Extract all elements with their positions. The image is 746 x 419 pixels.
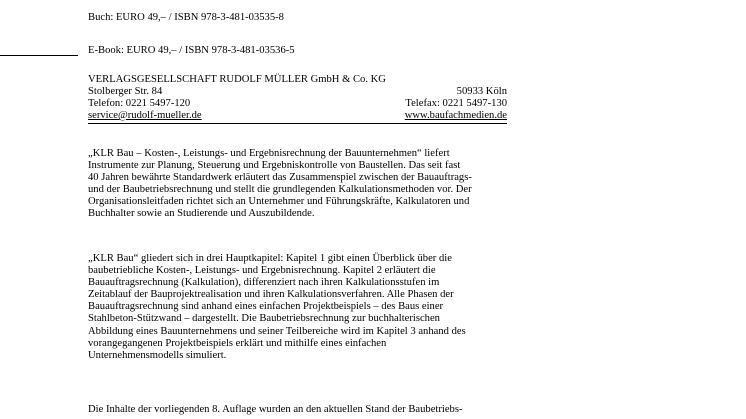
paragraph-line: 40 Jahren bewährte Standardwerk erläutert das Zusammenspiel zwischen der Bauauftrags- (88, 172, 472, 184)
paragraph-line: „KLR Bau“ gliedert sich in drei Hauptkapitel: Kapitel 1 gibt einen Überblick über die (88, 253, 452, 264)
publisher-email-link[interactable]: service@rudolf-mueller.de (88, 110, 202, 121)
description-paragraph-3 (88, 404, 558, 416)
paragraph-line: Unternehmensmodells simuliert. (88, 349, 227, 361)
paragraph-line: Buchhalter sowie an Studierende und Auszubildende. (88, 208, 315, 220)
paragraph-line: baubetriebliche Kosten-, Leistungs- und Ergebnisrechnung. Kapitel 2 erläutert die (88, 265, 436, 277)
margin-rule (0, 55, 78, 56)
paragraph-line: Abbildung eines Bauunternehmens und seiner Teilbereiche wird im Kapitel 3 anhand des (88, 325, 466, 337)
description-paragraph-2 (88, 253, 558, 362)
paragraph-line: und der Baubetriebsrechnung und stellt die grundlegenden Kalkulationsmethoden vor. Der (88, 184, 472, 196)
print-price-isbn: Buch: EURO 49,– / ISBN 978-3-481-03535-8 (88, 12, 284, 23)
paragraph-line: Instrumente zur Planung, Steuerung und Ergebniskontrolle von Baustellen. Das seit fast (88, 160, 461, 172)
paragraph-line: Zeitablauf der Bauprojektrealisation und ihren Kalkulationsverfahren. Alle Phasen der (88, 289, 454, 301)
publisher-city: 50933 Köln (456, 86, 507, 97)
publisher-name: VERLAGSGESELLSCHAFT RUDOLF MÜLLER GmbH & Co. KG (88, 74, 386, 85)
description-paragraph-1 (88, 148, 558, 221)
publisher-fax: Telefax: 0221 5497-130 (405, 98, 507, 109)
paragraph-line: Bauauftragsrechnung sind anhand eines einfachen Projektbeispiels – des Baus einer (88, 301, 444, 313)
paragraph-line: Die Inhalte der vorliegenden 8. Auflage wurden an den aktuellen Stand der Baubetriebs- (88, 404, 463, 415)
paragraph-line: „KLR Bau – Kosten-, Leistungs- und Ergebnisrechnung der Bauunternehmen“ liefert (88, 148, 450, 159)
address-underline (88, 123, 507, 124)
paragraph-line: Organisationsleitfaden richtet sich an Unternehmer und Führungskräfte, Kalkulatoren und (88, 196, 470, 208)
ebook-price-isbn: E-Book: EURO 49,– / ISBN 978-3-481-03536-5 (88, 45, 295, 56)
paragraph-line: Stahlbeton-Stützwand – dargestellt. Die Baubetriebsrechnung zur buchhalterischen (88, 313, 440, 325)
publisher-website-link[interactable]: www.baufachmedien.de (404, 110, 507, 121)
paragraph-line: vorangegangenen Projektbeispiels erklärt und mithilfe eines einfachen (88, 337, 387, 349)
publisher-phone: Telefon: 0221 5497-120 (88, 98, 191, 109)
paragraph-line: Bauauftragsrechnung (Kalkulation), differenziert nach ihren Kalkulationsstufen im (88, 277, 440, 289)
publisher-street: Stolberger Str. 84 (88, 86, 163, 97)
